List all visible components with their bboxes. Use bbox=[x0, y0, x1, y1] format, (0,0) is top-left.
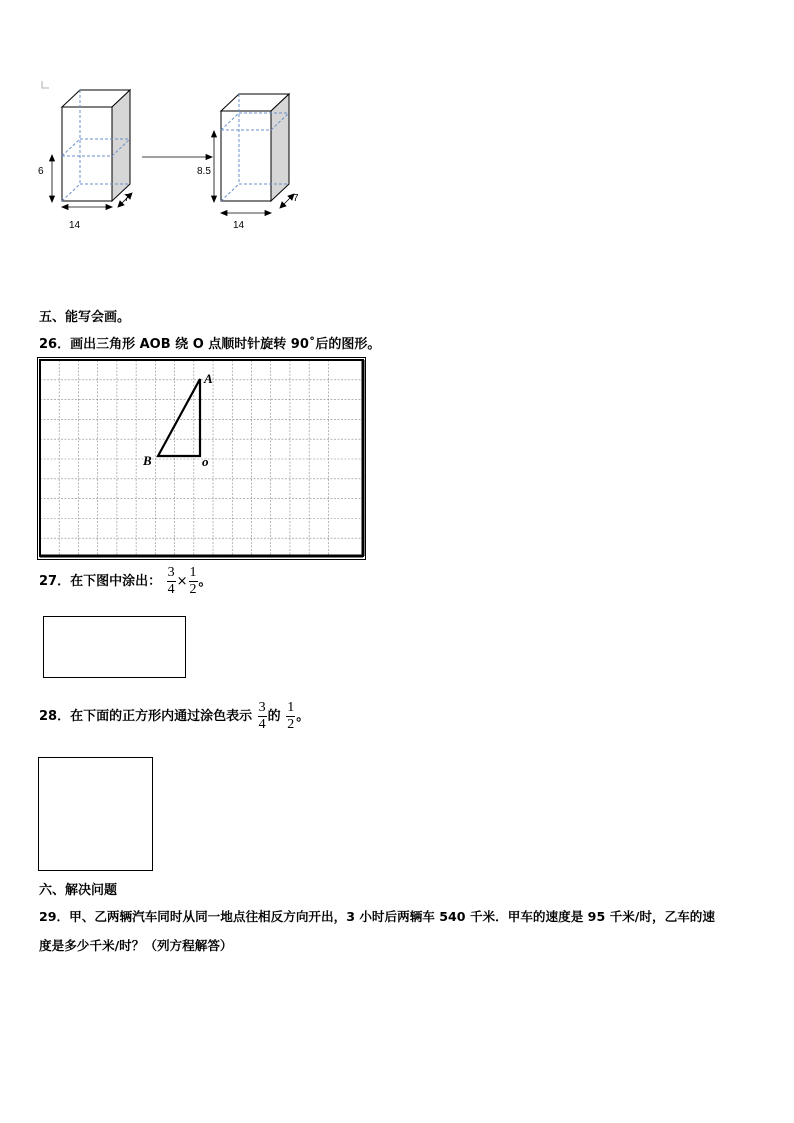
left-width-label: 14 bbox=[69, 220, 81, 231]
q28-square[interactable] bbox=[38, 757, 153, 871]
q28-fraction-1: $\frac{3}{4}$ bbox=[258, 700, 266, 732]
q26-grid-figure bbox=[37, 357, 369, 563]
q27-end: 。 bbox=[198, 574, 212, 589]
q27-text: 在下图中涂出： bbox=[70, 574, 162, 589]
q27-fraction-2: $\frac{1}{2}$ bbox=[189, 565, 197, 597]
q28-number: 28． bbox=[39, 709, 71, 724]
q29-text-line2: 度是多少千米/时？（列方程解答） bbox=[39, 938, 233, 953]
q27-line bbox=[39, 565, 212, 598]
q27-fraction-1: $\frac{3}{4}$ bbox=[167, 565, 175, 597]
point-a-label: A bbox=[204, 371, 213, 386]
q26-text: 画出三角形 AOB 绕 O 点顺时针旋转 90˚后的图形。 bbox=[70, 337, 381, 352]
q28-mid: 的 bbox=[267, 709, 281, 724]
q29-text-line1: 甲、乙两辆汽车同时从同一地点往相反方向开出，3 小时后两辆车 540 千米．甲车的速度是 95 千米/时，乙车的速 bbox=[69, 909, 715, 924]
cuboid-figure bbox=[30, 76, 330, 236]
section5-title: 五、能写会画。 bbox=[39, 310, 131, 325]
q27-rectangle[interactable] bbox=[43, 616, 186, 678]
left-height-label: 6 bbox=[38, 166, 44, 177]
cuboid-left bbox=[62, 90, 130, 201]
q28-end: 。 bbox=[296, 709, 310, 724]
left-depth-label: 7 bbox=[124, 193, 130, 204]
q27-times: × bbox=[176, 574, 188, 589]
q28-fraction-2: $\frac{1}{2}$ bbox=[287, 700, 295, 732]
point-b-label: B bbox=[143, 453, 152, 468]
cuboid-right bbox=[221, 94, 289, 201]
q28-text: 在下面的正方形内通过涂色表示 bbox=[70, 709, 253, 724]
q28-line bbox=[39, 700, 309, 733]
q29-number: 29． bbox=[39, 909, 70, 924]
right-height-label: 8.5 bbox=[197, 166, 211, 177]
q26-number: 26． bbox=[39, 337, 71, 352]
right-depth-label: 7 bbox=[293, 193, 299, 204]
point-o-label: o bbox=[202, 454, 209, 469]
q27-number: 27． bbox=[39, 574, 71, 589]
q29-line1 bbox=[39, 906, 715, 925]
right-width-label: 14 bbox=[233, 220, 245, 231]
section6-title: 六、解决问题 bbox=[39, 883, 118, 898]
q26-line bbox=[39, 333, 380, 352]
